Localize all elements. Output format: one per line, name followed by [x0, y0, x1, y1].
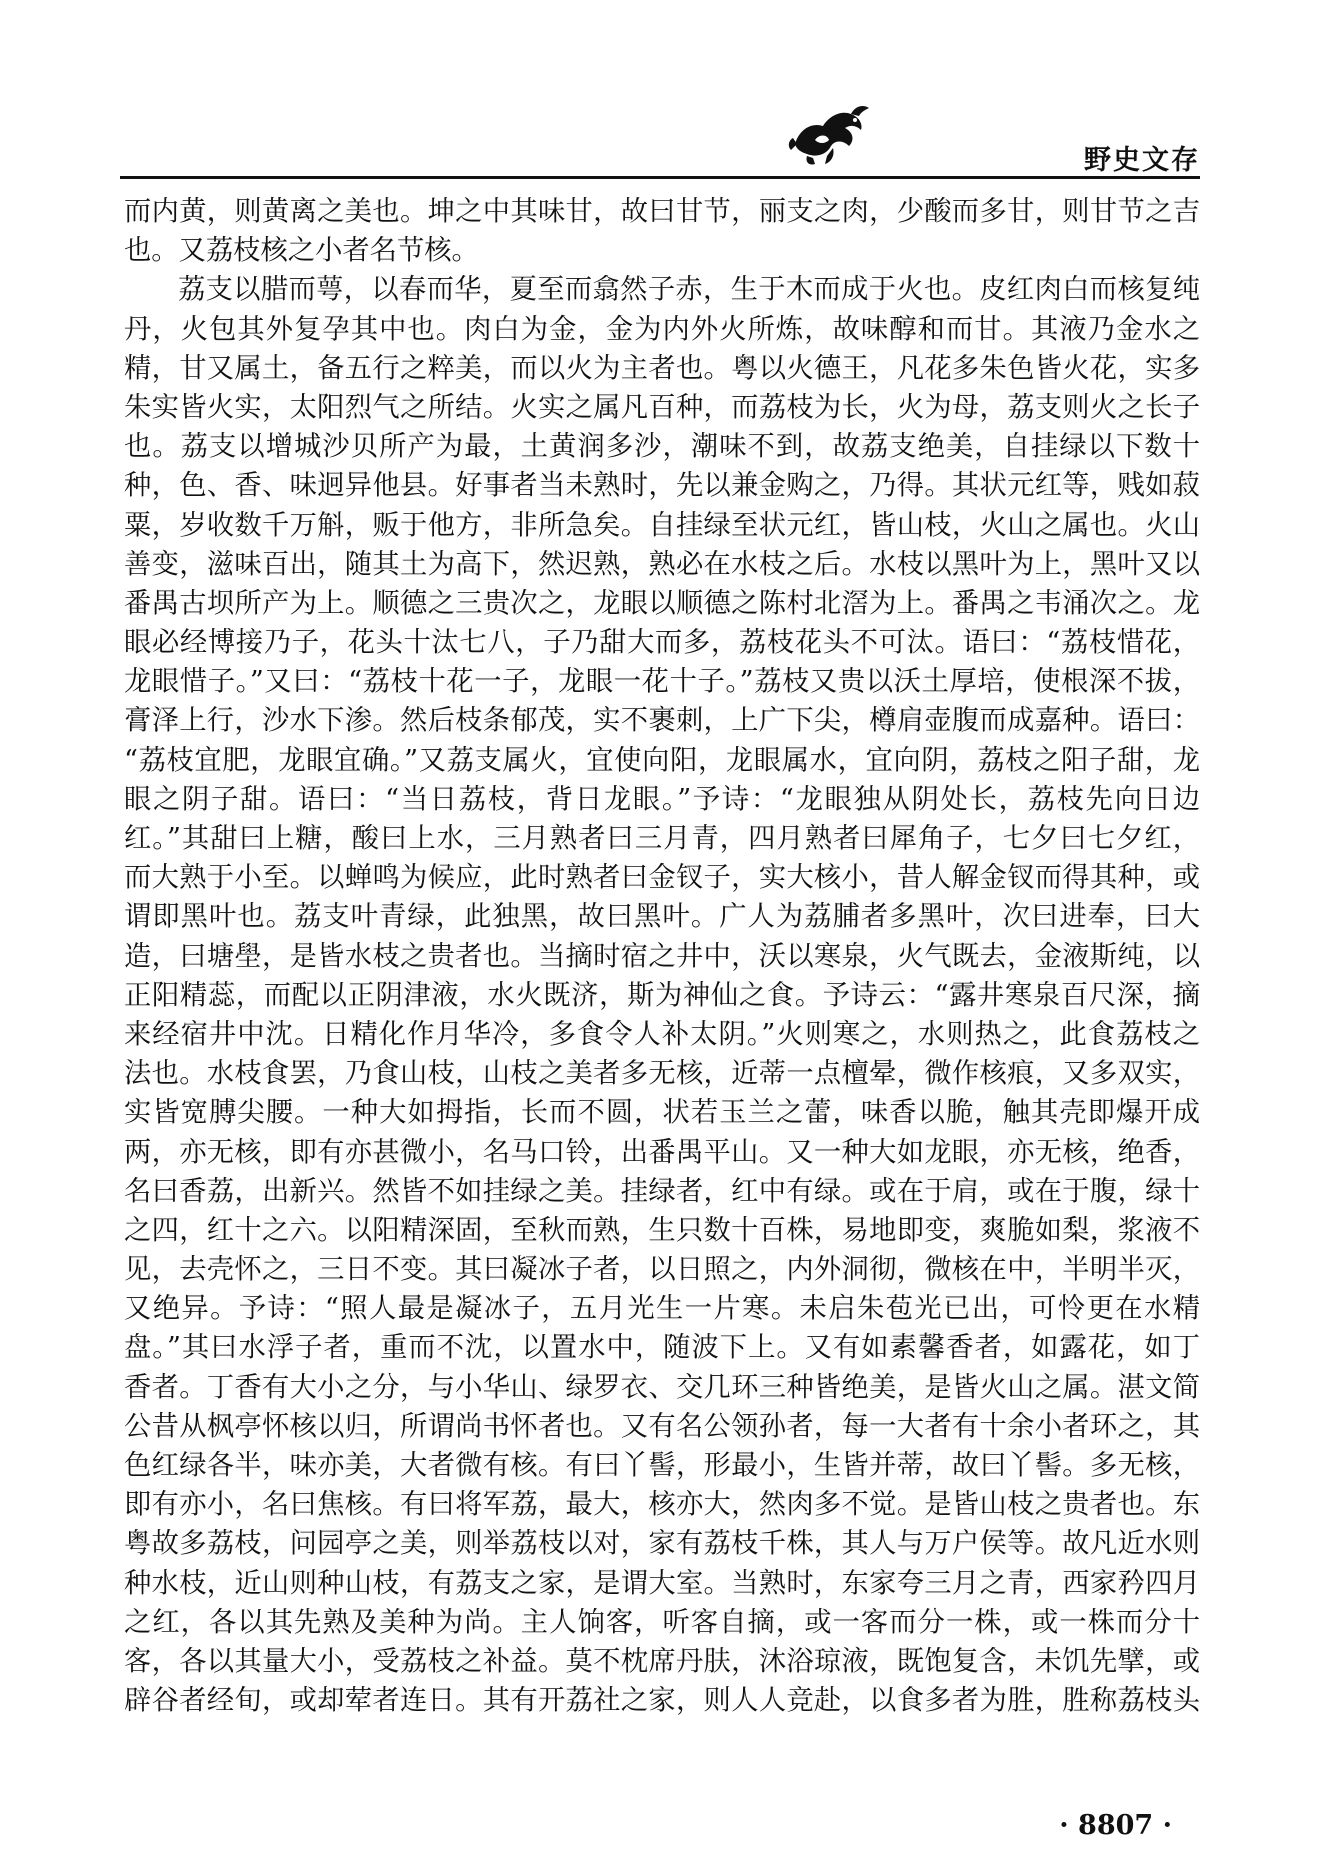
text-line: 种水枝，近山则种山枝，有荔支之家，是谓大室。当熟时，东家夸三月之青，西家矜四月 [124, 1567, 1200, 1599]
text-line: 盘。”其曰水浮子者，重而不沈，以置水中，随波下上。又有如素馨香者，如露花，如丁 [124, 1332, 1200, 1364]
text-line: 也。又荔枝核之小者名节核。 [124, 235, 479, 267]
text-line: 荔支以腊而萼，以春而华，夏至而翕然子赤，生于木而成于火也。皮红肉白而核复纯 [178, 274, 1200, 306]
text-line: 色红绿各半，味亦美，大者微有核。有曰丫髻，形最小，生皆并蒂，故曰丫髻。多无核， [124, 1450, 1200, 1481]
text-line: 香者。丁香有大小之分，与小华山、绿罗衣、交几环三种皆绝美，是皆火山之属。湛文简 [124, 1371, 1200, 1403]
text-line: 粤故多荔枝，问园亭之美，则举荔枝以对，家有荔枝千株，其人与万户侯等。故凡近水则 [124, 1528, 1200, 1560]
running-header-title: 野史文存 [1084, 145, 1200, 176]
dragon-icon [785, 100, 875, 170]
text-line: “荔枝宜肥，龙眼宜确。”又荔支属火，宜使向阳，龙眼属水，宜向阴，荔枝之阳子甜，龙 [124, 744, 1200, 776]
text-line: 朱实皆火实，太阳烈气之所结。火实之属凡百种，而荔枝为长，火为母，荔支则火之长子 [124, 391, 1200, 423]
text-line: 之红，各以其先熟及美种为尚。主人饷客，听客自摘，或一客而分一株，或一株而分十 [124, 1606, 1200, 1638]
text-line: 正阳精蕊，而配以正阴津液，水火既济，斯为神仙之食。予诗云：“露井寒泉百尺深，摘 [124, 979, 1200, 1011]
text-line: 法也。水枝食罢，乃食山枝，山枝之美者多无核，近蒂一点檀晕，微作核痕，又多双实， [124, 1058, 1200, 1090]
text-line: 善变，滋味百出，随其土为高下，然迟熟，熟必在水枝之后。水枝以黑叶为上，黑叶又以 [124, 548, 1200, 580]
text-line: 来经宿井中沈。日精化作月华冷，多食令人补太阴。”火则寒之，水则热之，此食荔枝之 [124, 1018, 1200, 1050]
text-line: 也。荔支以增城沙贝所产为最，土黄润多沙，潮味不到，故荔支绝美，自挂绿以下数十 [124, 431, 1200, 463]
text-line: 而大熟于小至。以蝉鸣为候应，此时熟者曰金钗子，实大核小，昔人解金钗而得其种，或 [124, 862, 1200, 894]
text-line: 龙眼惜子。”又曰：“荔枝十花一子，龙眼一花十子。”荔枝又贵以沃土厚培，使根深不拔， [124, 666, 1200, 698]
page-header [120, 100, 1200, 180]
text-line: 之四，红十之六。以阳精深固，至秋而熟，生只数十百株，易地即变，爽脆如梨，浆液不 [124, 1214, 1200, 1246]
text-line: 名曰香荔，出新兴。然皆不如挂绿之美。挂绿者，红中有绿。或在于肩，或在于腹，绿十 [124, 1175, 1200, 1207]
text-line: 眼必经博接乃子，花头十汰七八，子乃甜大而多，荔枝花头不可汰。语曰：“荔枝惜花， [124, 627, 1200, 659]
body-text [124, 192, 1200, 1720]
text-line: 即有亦小，名曰焦核。有曰将军荔，最大，核亦大，然肉多不觉。是皆山枝之贵者也。东 [124, 1489, 1200, 1521]
text-line: 而内黄，则黄离之美也。坤之中其味甘，故曰甘节，丽支之肉，少酸而多甘，则甘节之吉 [124, 196, 1200, 227]
text-line: 辟谷者经旬，或却荤者连日。其有开荔社之家，则人人竞赴，以食多者为胜，胜称荔枝头 [124, 1685, 1200, 1717]
text-line: 造，曰塘壆，是皆水枝之贵者也。当摘时宿之井中，沃以寒泉，火气既去，金液斯纯，以 [124, 940, 1200, 972]
text-line: 精，甘又属土，备五行之粹美，而以火为主者也。粤以火德王，凡花多朱色皆火花，实多 [124, 352, 1200, 384]
text-line: 膏泽上行，沙水下渗。然后枝条郁茂，实不裹刺，上广下尖，樽肩壶腹而成嘉种。语曰： [124, 705, 1200, 737]
header-rule [120, 176, 1200, 179]
text-line: 眼之阴子甜。语曰：“当日荔枝，背日龙眼。”予诗：“龙眼独从阴处长，荔枝先向日边 [124, 783, 1200, 815]
text-line: 见，去壳怀之，三日不变。其曰凝冰子者，以日照之，内外洞彻，微核在中，半明半灭， [124, 1254, 1200, 1286]
text-line: 粟，岁收数千万斛，贩于他方，非所急矣。自挂绿至状元红，皆山枝，火山之属也。火山 [124, 509, 1200, 541]
text-line: 番禺古坝所产为上。顺德之三贵次之，龙眼以顺德之陈村北滘为上。番禺之韦涌次之。龙 [124, 587, 1200, 619]
text-line: 又绝异。予诗：“照人最是凝冰子，五月光生一片寒。未启朱苞光已出，可怜更在水精 [124, 1293, 1200, 1325]
text-line: 客，各以其量大小，受荔枝之补益。莫不枕席丹肤，沐浴琼液，既饱复含，未饥先擘，或 [124, 1645, 1200, 1677]
text-line: 丹，火包其外复孕其中也。肉白为金，金为内外火所炼，故味醇和而甘。其液乃金水之 [124, 313, 1200, 345]
text-line: 红。”其甜曰上糖，酸曰上水，三月熟者曰三月青，四月熟者曰犀角子，七夕曰七夕红， [124, 823, 1200, 854]
text-line: 实皆宽膊尖腰。一种大如拇指，长而不圆，状若玉兰之蕾，味香以脆，触其壳即爆开成 [124, 1097, 1200, 1129]
text-line: 种，色、香、味迥异他县。好事者当未熟时，先以兼金购之，乃得。其状元红等，贱如菽 [124, 470, 1200, 502]
page-number: · 8807 · [1059, 1810, 1172, 1841]
text-line: 公昔从枫亭怀核以归，所谓尚书怀者也。又有名公领孙者，每一大者有十余小者环之，其 [124, 1410, 1200, 1442]
text-line: 两，亦无核，即有亦甚微小，名马口铃，出番禺平山。又一种大如龙眼，亦无核，绝香， [124, 1136, 1200, 1168]
text-line: 谓即黑叶也。荔支叶青绿，此独黑，故曰黑叶。广人为荔脯者多黑叶，次曰进奉，曰大 [124, 901, 1200, 933]
